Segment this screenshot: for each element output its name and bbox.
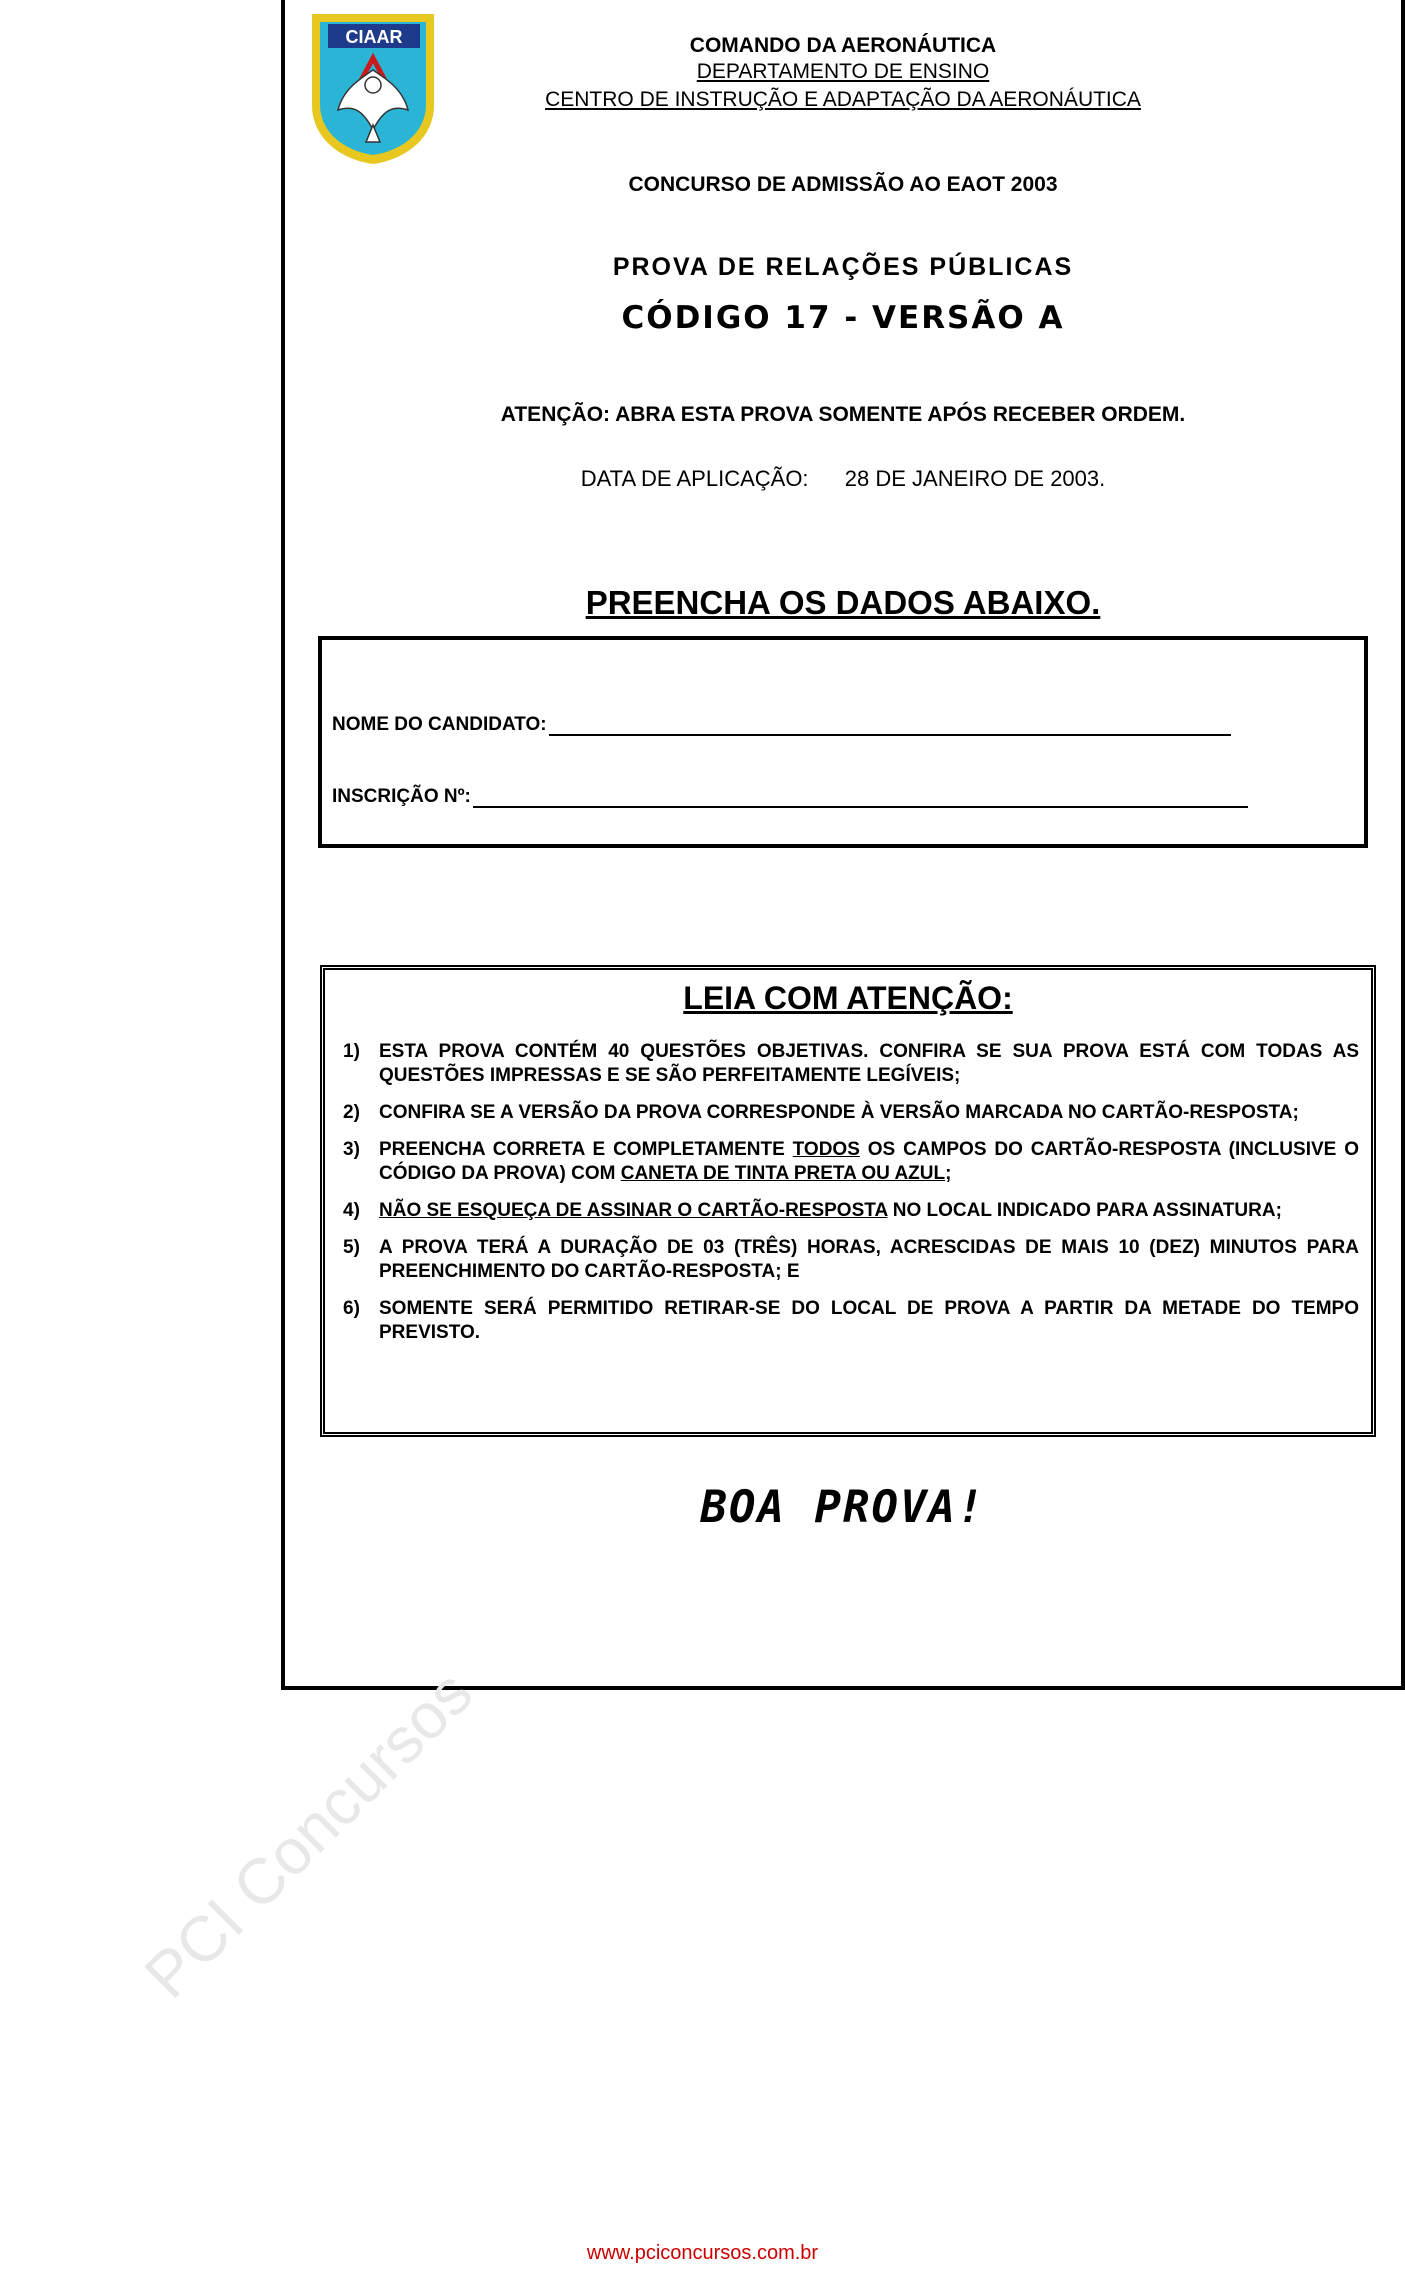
attention-notice: ATENÇÃO: ABRA ESTA PROVA SOMENTE APÓS RECEBER ORDEM. <box>500 403 1186 426</box>
exam-subject: PROVA DE RELAÇÕES PÚBLICAS <box>612 253 1074 281</box>
date-label: DATA DE APLICAÇÃO: <box>580 466 809 491</box>
logo-text: CIAAR <box>345 27 403 47</box>
candidate-data-box <box>318 636 1368 848</box>
instructions-list <box>343 1040 1359 1358</box>
date-value: 28 DE JANEIRO DE 2003. <box>844 466 1106 491</box>
registration-field[interactable] <box>332 786 1248 808</box>
instruction-item: 1) ESTA PROVA CONTÉM 40 QUESTÕES OBJETIVAS. CONFIRA SE SUA PROVA ESTÁ COM TODAS AS QUESTÕES IMPRESSAS E SE SÃO PERFEITAMENTE LEGÍVEIS; <box>343 1041 1359 1086</box>
registration-line[interactable] <box>473 786 1248 808</box>
instruction-item: 4) NÃO SE ESQUEÇA DE ASSINAR O CARTÃO-RESPOSTA NO LOCAL INDICADO PARA ASSINATURA; <box>343 1200 1282 1221</box>
footer-url[interactable]: www.pciconcursos.com.br <box>586 2242 819 2264</box>
contest-title: CONCURSO DE ADMISSÃO AO EAOT 2003 <box>628 173 1058 196</box>
candidate-name-field[interactable] <box>332 714 1231 736</box>
instructions-box <box>320 965 1376 1437</box>
instruction-item: 6) SOMENTE SERÁ PERMITIDO RETIRAR-SE DO LOCAL DE PROVA A PARTIR DA METADE DO TEMPO PREVISTO. <box>343 1298 1359 1343</box>
registration-label: INSCRIÇÃO Nº: <box>332 786 471 807</box>
header-org: COMANDO DA AERONÁUTICA <box>689 34 997 57</box>
closing-message: BOA PROVA! <box>700 1482 986 1533</box>
instruction-item: 3) PREENCHA CORRETA E COMPLETAMENTE TODOS OS CAMPOS DO CARTÃO-RESPOSTA (INCLUSIVE O CÓDIGO DA PROVA) COM CANETA DE TINTA PRETA OU AZUL; <box>343 1139 1359 1184</box>
form-title: PREENCHA OS DADOS ABAIXO. <box>585 584 1101 621</box>
exam-code: CÓDIGO 17 - VERSÃO A <box>621 300 1065 336</box>
header-center: CENTRO DE INSTRUÇÃO E ADAPTAÇÃO DA AERONÁUTICA <box>545 88 1141 111</box>
instructions-title: LEIA COM ATENÇÃO: <box>683 980 1013 1016</box>
header-department: DEPARTAMENTO DE ENSINO <box>696 60 990 83</box>
application-date-row <box>281 466 1405 492</box>
instruction-item: 5) A PROVA TERÁ A DURAÇÃO DE 03 (TRÊS) HORAS, ACRESCIDAS DE MAIS 10 (DEZ) MINUTOS PARA PREENCHIMENTO DO CARTÃO-RESPOSTA; E <box>343 1237 1359 1282</box>
candidate-name-label: NOME DO CANDIDATO: <box>332 714 547 735</box>
instruction-item: 2) CONFIRA SE A VERSÃO DA PROVA CORRESPONDE À VERSÃO MARCADA NO CARTÃO-RESPOSTA; <box>343 1102 1299 1123</box>
candidate-name-line[interactable] <box>549 714 1231 736</box>
watermark: PCI Concursos <box>130 1656 486 2012</box>
